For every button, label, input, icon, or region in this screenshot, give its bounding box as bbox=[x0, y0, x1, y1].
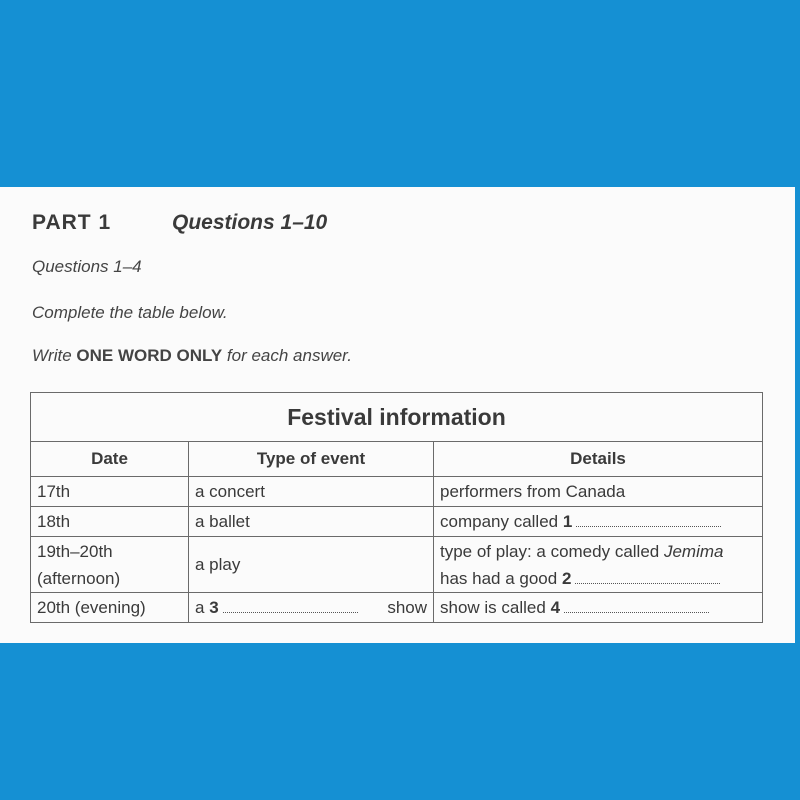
date-line: 19th–20th bbox=[37, 541, 113, 561]
write-instruction bbox=[32, 346, 352, 366]
answer-blank-2[interactable] bbox=[575, 582, 720, 584]
answer-blank-4[interactable] bbox=[564, 611, 709, 613]
table-row bbox=[31, 477, 763, 507]
write-bold: ONE WORD ONLY bbox=[76, 346, 223, 365]
question-number: 1 bbox=[562, 511, 573, 531]
column-header-event: Type of event bbox=[189, 442, 434, 477]
festival-table bbox=[30, 392, 763, 623]
answer-blank-3[interactable] bbox=[223, 611, 358, 613]
event-cell: a play bbox=[189, 537, 434, 593]
sub-questions-label: Questions 1–4 bbox=[32, 257, 142, 276]
part-heading bbox=[32, 211, 327, 235]
details-line bbox=[440, 538, 756, 565]
exam-sheet bbox=[0, 187, 795, 643]
date-line: (afternoon) bbox=[37, 568, 121, 588]
table-title: Festival information bbox=[31, 393, 763, 442]
column-header-details: Details bbox=[434, 442, 763, 477]
details-cell bbox=[434, 537, 763, 593]
date-cell: 17th bbox=[31, 477, 189, 507]
details-text: type of play: a comedy called bbox=[440, 541, 664, 561]
details-text: company called bbox=[440, 511, 563, 531]
details-line bbox=[440, 565, 756, 592]
question-number: 4 bbox=[550, 597, 561, 617]
complete-instruction: Complete the table below. bbox=[32, 303, 228, 322]
question-number: 2 bbox=[561, 568, 572, 588]
date-cell bbox=[31, 537, 189, 593]
date-cell: 18th bbox=[31, 507, 189, 537]
event-cell: a concert bbox=[189, 477, 434, 507]
table-row bbox=[31, 593, 763, 623]
details-cell: performers from Canada bbox=[434, 477, 763, 507]
write-prefix: Write bbox=[32, 346, 77, 365]
question-number: 3 bbox=[209, 597, 219, 617]
date-cell: 20th (evening) bbox=[31, 593, 189, 623]
event-cell bbox=[189, 593, 434, 623]
questions-range: Questions 1–10 bbox=[172, 211, 328, 234]
details-cell bbox=[434, 593, 763, 623]
column-header-date: Date bbox=[31, 442, 189, 477]
event-cell: a ballet bbox=[189, 507, 434, 537]
answer-blank-1[interactable] bbox=[576, 525, 721, 527]
event-text: a bbox=[195, 597, 210, 617]
table-row bbox=[31, 537, 763, 593]
play-title: Jemima bbox=[663, 541, 724, 561]
details-text: show is called bbox=[440, 597, 551, 617]
part-label: PART 1 bbox=[32, 211, 112, 234]
table-row bbox=[31, 507, 763, 537]
event-suffix: show bbox=[387, 597, 427, 617]
details-cell bbox=[434, 507, 763, 537]
details-text: has had a good bbox=[440, 568, 562, 588]
write-suffix: for each answer. bbox=[222, 346, 352, 365]
